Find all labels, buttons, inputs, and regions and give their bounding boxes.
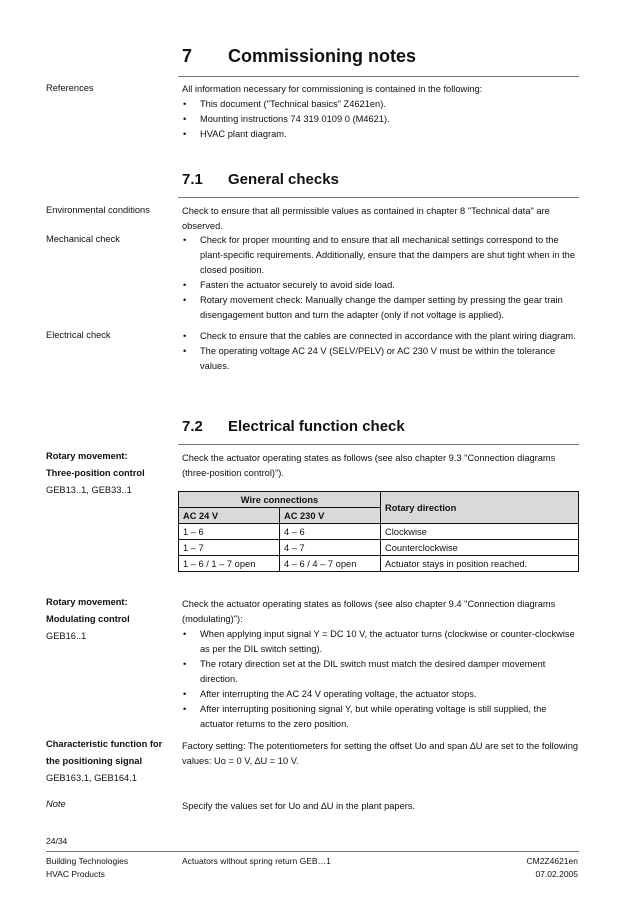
- characteristic-label: [46, 736, 174, 787]
- characteristic-label-line2: the positioning signal: [46, 756, 143, 766]
- modulating-label-line2: Modulating control: [46, 614, 130, 624]
- section-7-1-number: 7.1: [182, 171, 203, 188]
- modulating-text: Check the actuator operating states as follows (see also chapter 9.4 "Connection diagrams (modulating)"):: [182, 599, 556, 624]
- three-position-label: [46, 448, 174, 499]
- three-position-label-line2: Three-position control: [46, 468, 145, 478]
- section-7-2-title: Electrical function check: [228, 418, 405, 435]
- three-position-models: GEB13..1, GEB33..1: [46, 485, 132, 495]
- electrical-list: [182, 329, 582, 374]
- note-label: Note: [46, 799, 66, 809]
- table-cell: 4 – 7: [280, 540, 381, 556]
- list-item: • Fasten the actuator securely to avoid side load.: [182, 278, 582, 293]
- environmental-text: Check to ensure that all permissible values as contained in chapter 8 "Technical data" are observed.: [182, 206, 550, 231]
- footer-company: Building Technologies: [46, 856, 129, 866]
- footer-rule: [46, 851, 579, 852]
- table-cell: 1 – 7: [179, 540, 280, 556]
- environmental-label: Environmental conditions: [46, 205, 150, 215]
- modulating-label: [46, 594, 174, 645]
- modulating-label-line1: Rotary movement:: [46, 597, 128, 607]
- page-number: 24/34: [46, 836, 68, 846]
- table-row: [179, 540, 579, 556]
- list-item: • Mounting instructions 74 319 0109 0 (M4621).: [182, 112, 582, 127]
- wire-connections-header: Wire connections: [179, 492, 381, 508]
- table-row: [179, 524, 579, 540]
- table-cell: 1 – 6: [179, 524, 280, 540]
- list-item: • HVAC plant diagram.: [182, 127, 582, 142]
- list-item: • After interrupting the AC 24 V operating voltage, the actuator stops.: [182, 687, 582, 702]
- list-item: • Check for proper mounting and to ensure that all mechanical settings correspond to the plant-specific requirements. Additionally, ensure that the dampers are shut tight when in the closed position.: [182, 233, 582, 278]
- section-7-2-rule: [178, 444, 579, 445]
- section-7-title: Commissioning notes: [228, 46, 417, 66]
- ac24-header: AC 24 V: [179, 508, 280, 524]
- three-position-text: Check the actuator operating states as follows (see also chapter 9.3 "Connection diagrams (three-position control)").: [182, 453, 556, 478]
- table-cell: Clockwise: [381, 524, 579, 540]
- list-item: • Rotary movement check: Manually change the damper setting by pressing the gear train disengagement button and turn the adapter (only if not voltage is applied).: [182, 293, 582, 323]
- footer-division: HVAC Products: [46, 869, 105, 879]
- section-7-1-title: General checks: [228, 171, 339, 188]
- section-7-2-number: 7.2: [182, 418, 203, 435]
- section-7-1-rule: [178, 197, 579, 198]
- section-7-number: 7: [182, 46, 193, 66]
- list-item: • The rotary direction set at the DIL switch must match the desired damper movement direction.: [182, 657, 582, 687]
- characteristic-label-line1: Characteristic function for: [46, 739, 163, 749]
- list-item: • This document ("Technical basics" Z4621en).: [182, 97, 582, 112]
- list-item: • The operating voltage AC 24 V (SELV/PELV) or AC 230 V must be within the tolerance values.: [182, 344, 582, 374]
- references-list: [182, 97, 582, 142]
- references-intro: All information necessary for commissioning is contained in the following:: [182, 84, 483, 94]
- footer-document-title: Actuators without spring return GEB…1: [182, 856, 331, 866]
- three-position-label-line1: Rotary movement:: [46, 451, 128, 461]
- footer-date: 07.02.2005: [535, 869, 578, 879]
- ac230-header: AC 230 V: [280, 508, 381, 524]
- characteristic-models: GEB163.1, GEB164.1: [46, 773, 137, 783]
- table-cell: Actuator stays in position reached.: [381, 556, 579, 572]
- table-cell: 4 – 6: [280, 524, 381, 540]
- footer-document-number: CM2Z4621en: [526, 856, 578, 866]
- electrical-label: Electrical check: [46, 330, 111, 340]
- section-7-rule: [178, 76, 579, 77]
- table-cell: 1 – 6 / 1 – 7 open: [179, 556, 280, 572]
- mechanical-list: [182, 233, 582, 323]
- table-cell: Counterclockwise: [381, 540, 579, 556]
- modulating-list: [182, 627, 582, 732]
- list-item: • After interrupting positioning signal Y, but while operating voltage is still supplied, the actuator returns to the zero position.: [182, 702, 582, 732]
- rotary-direction-header: Rotary direction: [381, 492, 579, 524]
- table-cell: 4 – 6 / 4 – 7 open: [280, 556, 381, 572]
- modulating-models: GEB16..1: [46, 631, 87, 641]
- list-item: • Check to ensure that the cables are connected in accordance with the plant wiring diagram.: [182, 329, 582, 344]
- characteristic-text: Factory setting: The potentiometers for setting the offset Uo and span ∆U are set to the following values: Uo = 0 V, ∆U = 10 V.: [182, 741, 579, 766]
- mechanical-label: Mechanical check: [46, 234, 120, 244]
- table-row: [179, 556, 579, 572]
- note-text: Specify the values set for Uo and ∆U in the plant papers.: [182, 801, 416, 811]
- wire-connections-table: [178, 491, 579, 572]
- references-label: References: [46, 83, 94, 93]
- list-item: • When applying input signal Y = DC 10 V, the actuator turns (clockwise or counter-clockwise as per the DIL switch setting).: [182, 627, 582, 657]
